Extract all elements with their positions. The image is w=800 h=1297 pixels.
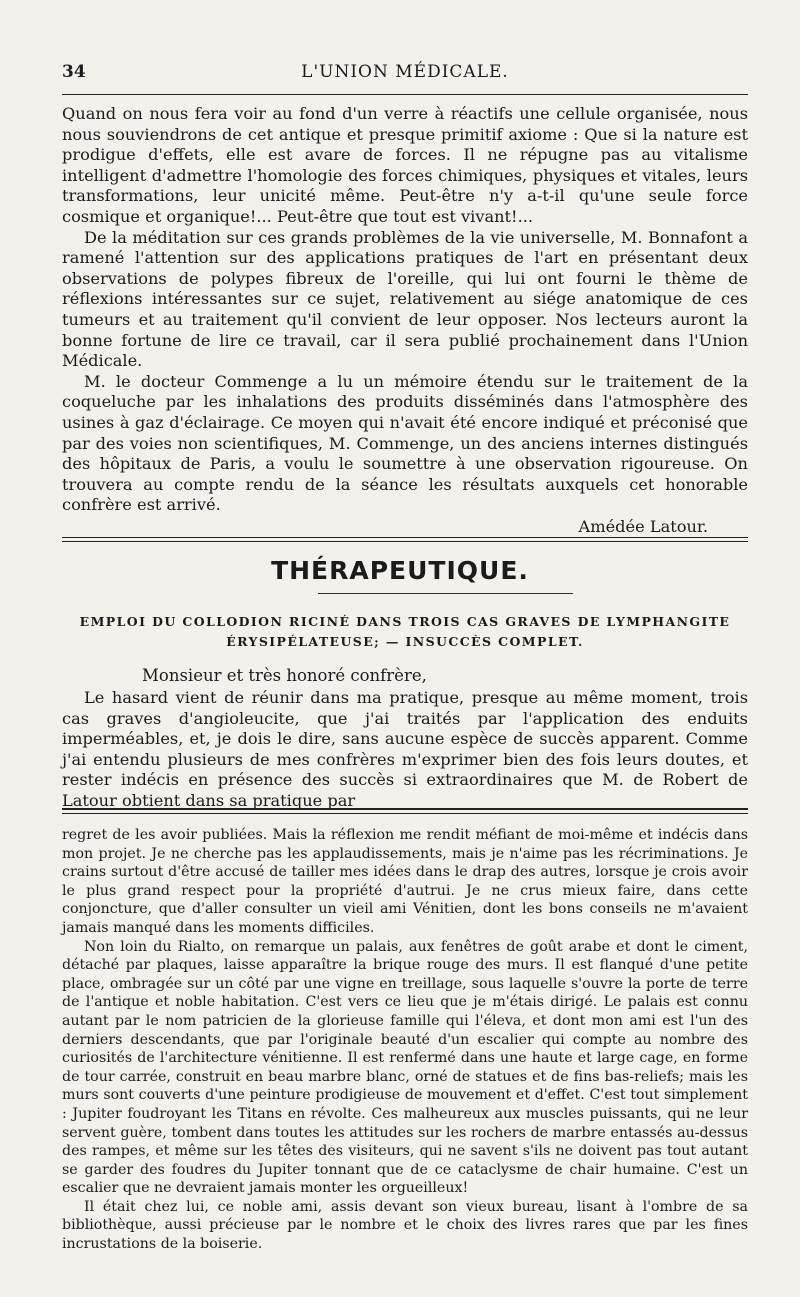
section-title: THÉRAPEUTIQUE. xyxy=(271,556,529,585)
section-divider xyxy=(62,541,748,542)
salutation: Monsieur et très honoré confrère, xyxy=(142,666,427,685)
feuilleton-paragraph: regret de les avoir publiées. Mais la réflexion me rendit méfiant de moi-même et indécis dans mon projet. Je ne cherche pas les applaudissements, mais je n'aime pas les récriminations. Je crains surtout d'être accusé de tailler mes idées dans le drap des autres, lorsque je crois avoir le plus grand respect pour la propriété d'autrui. Je ne crus mieux faire, dans cette conjoncture, que d'aller consulter un vieil ami Vénitien, dont les bons conseils ne m'avaient jamais manqué dans les moments difficiles. xyxy=(62,827,748,936)
page-number: 34 xyxy=(62,62,86,82)
running-title: L'UNION MÉDICALE. xyxy=(301,62,509,82)
article-column xyxy=(62,688,748,812)
intro-paragraph: M. le docteur Commenge a lu un mémoire étendu sur le traitement de la coqueluche par les inhalations des produits disséminés dans l'atmosphère des usines à gaz d'éclairage. Ce moyen qui n'avait été encore indiqué et préconisé que par des voies non scientifiques, M. Commenge, un des anciens internes distingués des hôpitaux de Paris, a voulu le soumettre à une observation rigoureuse. On trouvera au compte rendu de la séance les résultats auxquels cet honorable confrère est arrivé. xyxy=(62,371,748,515)
feuilleton-divider xyxy=(62,813,748,814)
header-rule xyxy=(62,94,748,95)
feuilleton-column xyxy=(62,826,748,1254)
feuilleton-paragraph: Il était chez lui, ce noble ami, assis devant son vieux bureau, lisant à l'ombre de sa bibliothèque, aussi précieuse par le nombre et le choix des livres rares que par les fines incrustations de la boiserie. xyxy=(62,1198,748,1253)
feuilleton-divider xyxy=(62,808,748,810)
section-divider xyxy=(62,537,748,538)
intro-paragraph: Quand on nous fera voir au fond d'un verre à réactifs une cellule organisée, nous nous souviendrons de cet antique et presque primitif axiome : Que si la nature est prodigue d'effets, elle est avare de forces. Il ne répugne pas au vitalisme intelligent d'admettre l'homologie des forces chimiques, physiques et vitales, leurs transformations, leur unicité même. Peut-être n'y a-t-il qu'une seule force cosmique et organique!... Peut-être que tout est vivant!... xyxy=(62,104,748,226)
intro-column xyxy=(62,104,748,537)
article-paragraph: Le hasard vient de réunir dans ma pratique, presque au même moment, trois cas graves d'angioleucite, que j'ai traités par l'application des enduits imperméables, et, je dois le dire, sans aucune espèce de succès apparent. Comme j'ai entendu plusieurs de mes confrères m'exprimer bien des fois leurs doutes, et rester indécis en présence des succès si extraordinaires que M. de Robert de Latour obtient dans sa pratique par xyxy=(62,688,748,810)
intro-paragraph: De la méditation sur ces grands problèmes de la vie universelle, M. Bonnafont a ramené l'attention sur des applications pratiques de l'art en présentant deux observations de polypes fibreux de l'oreille, qui lui ont fourni le thème de réflexions intéressantes sur ce sujet, relativement au siége anatomique de ces tumeurs et au traitement qu'il convient de leur opposer. Nos lecteurs auront la bonne fortune de lire ce travail, car il sera publié prochainement dans l'Union Médicale. xyxy=(62,227,748,371)
title-rule xyxy=(318,593,573,594)
page-header xyxy=(62,62,748,86)
author-signature: Amédée Latour. xyxy=(578,516,708,536)
article-heading: EMPLOI DU COLLODION RICINÉ DANS TROIS CAS GRAVES DE LYMPHANGITE ÉRYSIPÉLATEUSE; — INSUCCÈS COMPLET. xyxy=(79,614,731,649)
feuilleton-paragraph: Non loin du Rialto, on remarque un palais, aux fenêtres de goût arabe et dont le ciment, détaché par plaques, laisse apparaître la brique rouge des murs. Il est flanqué d'une petite place, ombragée sur un côté par une vigne en treillage, sous laquelle s'ouvre la porte de terre de l'antique et noble habitation. C'est vers ce lieu que je m'étais dirigé. Le palais est connu autant par le nom patricien de la glorieuse famille qui l'éleva, et dont mon ami est l'un des derniers descendants, que par l'originale beauté d'un escalier qui compte au nombre des curiosités de l'architecture vénitienne. Il est renfermé dans une haute et large cage, en forme de tour carrée, construit en beau marbre blanc, orné de statues et de fins bas-reliefs; mais les murs sont couverts d'une peinture prodigieuse de mouvement et d'effet. C'est tout simplement : Jupiter foudroyant les Titans en révolte. Ces malheureux aux muscles puissants, qui ne leur servent guère, tombent dans toutes les attitudes sur les rochers de marbre entassés au-dessus des rampes, et même sur les têtes des visiteurs, qui ne savent s'ils ne doivent pas tout autant se garder des foudres du Jupiter tonnant que de ce cataclysme de chair humaine. C'est un escalier que ne devraient jamais monter les orgueilleux! xyxy=(62,938,748,1197)
